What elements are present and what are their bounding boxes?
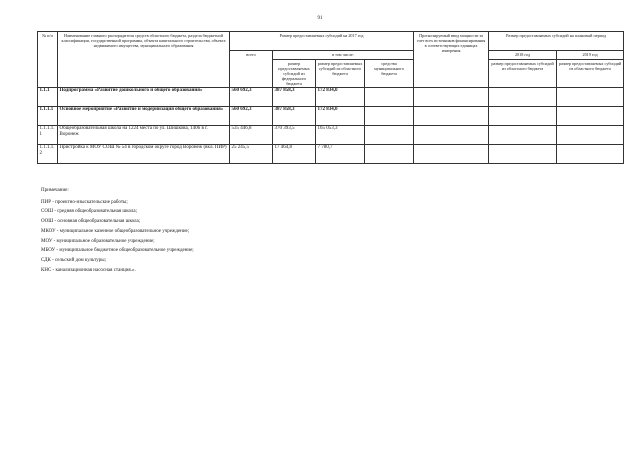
note-item: СОШ - средняя общеобразовательная школа; xyxy=(41,209,137,215)
row-2019 xyxy=(557,144,624,163)
note-item: ПИР - проектно-изыскательские работы; xyxy=(41,199,128,205)
row-name: Пристройка к МОУ СОШ № 54 в городском округе город Воронеж (вкл. ПИР) xyxy=(58,144,230,163)
note-item: СДК - сельский дом культуры; xyxy=(41,258,106,264)
row-name: Общеобразовательная школа на 1224 места по ул. Шишкова, 140б в г. Воронеж xyxy=(58,125,230,144)
notes-section xyxy=(41,188,194,278)
row-federal: 370 393,5 xyxy=(273,125,316,144)
row-federal: 387 858,3 xyxy=(273,106,316,125)
row-forecast xyxy=(414,125,489,144)
row-total: 560 692,3 xyxy=(230,106,273,125)
header-federal: размер предоставляемых субсидий из федерального бюджета xyxy=(273,60,316,88)
page-number: 91 xyxy=(317,16,323,21)
header-regional-2019: размер предоставляемых субсидий из областного бюджета xyxy=(557,60,624,88)
header-year-2019: 2019 год xyxy=(557,51,624,60)
header-including: в том числе: xyxy=(273,51,414,60)
row-2019 xyxy=(557,106,624,125)
row-num: 1.1.1.1.1 xyxy=(38,125,58,144)
row-forecast xyxy=(414,87,489,106)
row-regional: 172 834,0 xyxy=(316,87,365,106)
row-2018 xyxy=(489,106,557,125)
header-year-2018: 2018 год xyxy=(489,51,557,60)
row-regional: 172 834,0 xyxy=(316,106,365,125)
header-municipal: средства муниципального бюджета xyxy=(365,60,414,88)
row-municipal xyxy=(365,87,414,106)
row-federal: 387 858,3 xyxy=(273,87,316,106)
note-item: МОУ - муниципальное образовательное учреждение; xyxy=(41,238,155,244)
row-name: Подпрограмма «Развитие дошкольного и общего образования» xyxy=(58,87,230,106)
table-row xyxy=(38,87,624,106)
row-2019 xyxy=(557,125,624,144)
row-num: 1.1.1.1 xyxy=(38,106,58,125)
row-forecast xyxy=(414,144,489,163)
row-total: 25 245,5 xyxy=(230,144,273,163)
header-name: Наименование главного распорядителя средств областного бюджета, раздела бюджетной классификации, государственной программы, объекта капитального строительства, объекта недвижимого имущества, муниципального образования xyxy=(58,32,230,88)
note-item: МКОУ - муниципальное казенное общеобразовательное учреждение; xyxy=(41,228,190,234)
row-num: 1.1.1 xyxy=(38,87,58,106)
row-num: 1.1.1.1.2 xyxy=(38,144,58,163)
header-num: № п/п xyxy=(38,32,58,88)
header-regional-2018: размер предоставляемых субсидий из областного бюджета xyxy=(489,60,557,88)
header-subsidy-2017: Размер предоставляемых субсидий на 2017 год xyxy=(230,32,414,51)
header-forecast: Прогнозируемый ввод мощности за счет всех источников финансирования в соответствующих единицах измерения xyxy=(414,32,489,88)
row-federal: 17 464,8 xyxy=(273,144,316,163)
row-2018 xyxy=(489,87,557,106)
row-2018 xyxy=(489,144,557,163)
header-total: всего xyxy=(230,51,273,88)
subsidy-table xyxy=(37,31,624,164)
table-row xyxy=(38,106,624,125)
table-row xyxy=(38,125,624,144)
row-regional: 7 780,7 xyxy=(316,144,365,163)
row-2019 xyxy=(557,87,624,106)
row-2018 xyxy=(489,125,557,144)
row-municipal xyxy=(365,125,414,144)
row-regional: 165 053,3 xyxy=(316,125,365,144)
note-item: ООШ - основная общеобразовательная школа; xyxy=(41,219,141,225)
header-regional: размер предоставляемых субсидий из областного бюджета xyxy=(316,60,365,88)
row-municipal xyxy=(365,106,414,125)
table-row xyxy=(38,144,624,163)
row-total: 535 446,8 xyxy=(230,125,273,144)
notes-title: Примечание: xyxy=(41,188,69,193)
row-municipal xyxy=(365,144,414,163)
row-total: 560 692,3 xyxy=(230,87,273,106)
row-name: Основное мероприятие «Развитие и модернизация общего образования» xyxy=(58,106,230,125)
note-item: КНС - канализационная насосная станция.». xyxy=(41,268,136,274)
header-plan-period: Размер предоставляемых субсидий на плановый период xyxy=(489,32,624,51)
row-forecast xyxy=(414,106,489,125)
note-item: МБОУ - муниципальное бюджетное общеобразовательное учреждение; xyxy=(41,248,194,254)
